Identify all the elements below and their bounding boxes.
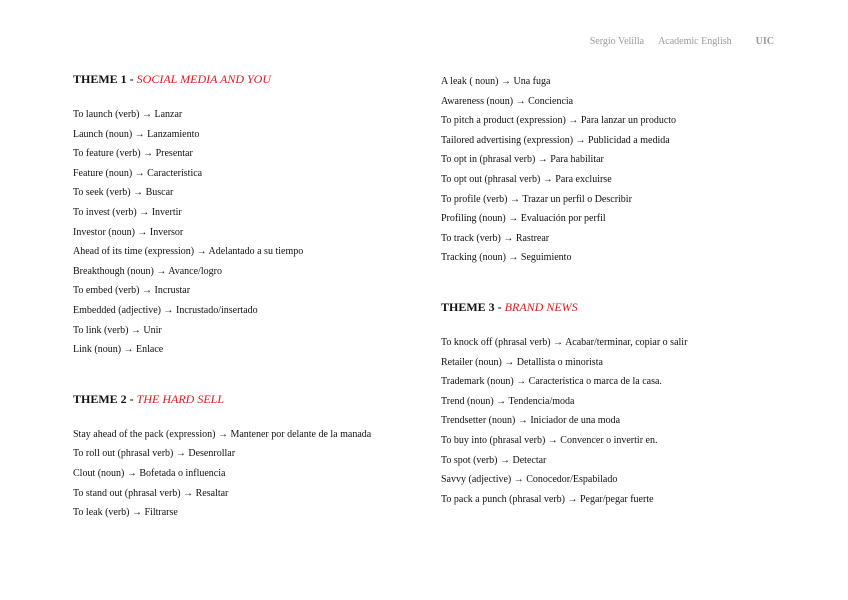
- list-item: To track (verb) → Rastrear: [441, 232, 550, 244]
- list-item: To embed (verb) → Incrustar: [73, 285, 191, 297]
- list-item: To roll out (phrasal verb) → Desenrollar: [73, 448, 236, 460]
- list-item: Awareness (noun) → Conciencia: [441, 95, 574, 107]
- list-item: To link (verb) → Unir: [73, 324, 162, 336]
- list-item: Trendsetter (noun) → Iniciador de una moda: [441, 415, 621, 427]
- theme-1-name: SOCIAL MEDIA AND YOU: [136, 72, 272, 86]
- theme-1-label: THEME 1 -: [73, 72, 137, 86]
- theme-3-name: BRAND NEWS: [504, 299, 578, 314]
- list-item: Savvy (adjective) → Conocedor/Espabilado: [441, 474, 618, 486]
- list-item: Trend (noun) → Tendencia/moda: [441, 395, 575, 407]
- list-item: To leak (verb) → Filtrarse: [73, 507, 178, 519]
- theme-1-heading: [73, 72, 423, 88]
- list-item: To seek (verb) → Buscar: [73, 187, 174, 199]
- theme-2-label: THEME 2 -: [73, 391, 137, 406]
- list-item: Stay ahead of the pack (expression) → Mantener por delante de la manada: [73, 428, 372, 440]
- list-item: Trademark (noun) → Característica o marca de la casa.: [441, 376, 662, 388]
- list-item: Breakthough (noun) → Avance/logro: [73, 265, 222, 277]
- list-item: To opt out (phrasal verb) → Para excluirse: [441, 173, 612, 185]
- list-item: Link (noun) → Enlace: [73, 344, 164, 356]
- list-item: To profile (verb) → Trazar un perfil o Describir: [441, 193, 632, 205]
- list-item: To spot (verb) → Detectar: [441, 454, 547, 466]
- list-item: To feature (verb) → Presentar: [73, 148, 193, 160]
- theme-2-list: [73, 425, 423, 523]
- theme-2-heading: [73, 392, 423, 408]
- theme-3-label: THEME 3 -: [441, 299, 505, 314]
- list-item: Profiling (noun) → Evaluación por perfil: [441, 213, 606, 225]
- list-item: Tailored advertising (expression) → Publicidad a medida: [441, 134, 670, 146]
- list-item: Embedded (adjective) → Incrustado/insertado: [73, 304, 258, 316]
- list-item: To stand out (phrasal verb) → Resaltar: [73, 487, 229, 499]
- list-item: Clout (noun) → Bofetada o influencia: [73, 467, 226, 479]
- page-header: [590, 36, 774, 47]
- list-item: Retailer (noun) → Detallista o minorista: [441, 356, 603, 368]
- right-column: [441, 72, 801, 509]
- school-name: UIC: [755, 36, 774, 47]
- list-item: Tracking (noun) → Seguimiento: [441, 252, 572, 264]
- author-name: Sergio Velilla: [589, 36, 645, 47]
- list-item: To buy into (phrasal verb) → Convencer o invertir en.: [441, 434, 658, 446]
- theme-2-list-continued: [441, 72, 801, 268]
- course-name: Academic English: [658, 36, 732, 47]
- theme-1-list: [73, 105, 423, 360]
- left-column: [73, 72, 423, 523]
- list-item: To pitch a product (expression) → Para lanzar un producto: [441, 115, 677, 127]
- list-item: To invest (verb) → Invertir: [73, 206, 182, 218]
- list-item: A leak ( noun) → Una fuga: [441, 76, 551, 87]
- theme-2-name: THE HARD SELL: [136, 391, 225, 406]
- theme-3-list: [441, 333, 801, 509]
- list-item: Feature (noun) → Característica: [73, 167, 203, 179]
- list-item: Investor (noun) → Inversor: [73, 226, 184, 238]
- list-item: To opt in (phrasal verb) → Para habilitar: [441, 154, 604, 166]
- list-item: Ahead of its time (expression) → Adelantado a su tiempo: [73, 246, 304, 258]
- list-item: Launch (noun) → Lanzamiento: [73, 128, 200, 140]
- list-item: To pack a punch (phrasal verb) → Pegar/pegar fuerte: [441, 493, 654, 505]
- list-item: To launch (verb) → Lanzar: [73, 109, 183, 120]
- theme-3-heading: [441, 300, 801, 316]
- list-item: To knock off (phrasal verb) → Acabar/terminar, copiar o salir: [441, 336, 688, 348]
